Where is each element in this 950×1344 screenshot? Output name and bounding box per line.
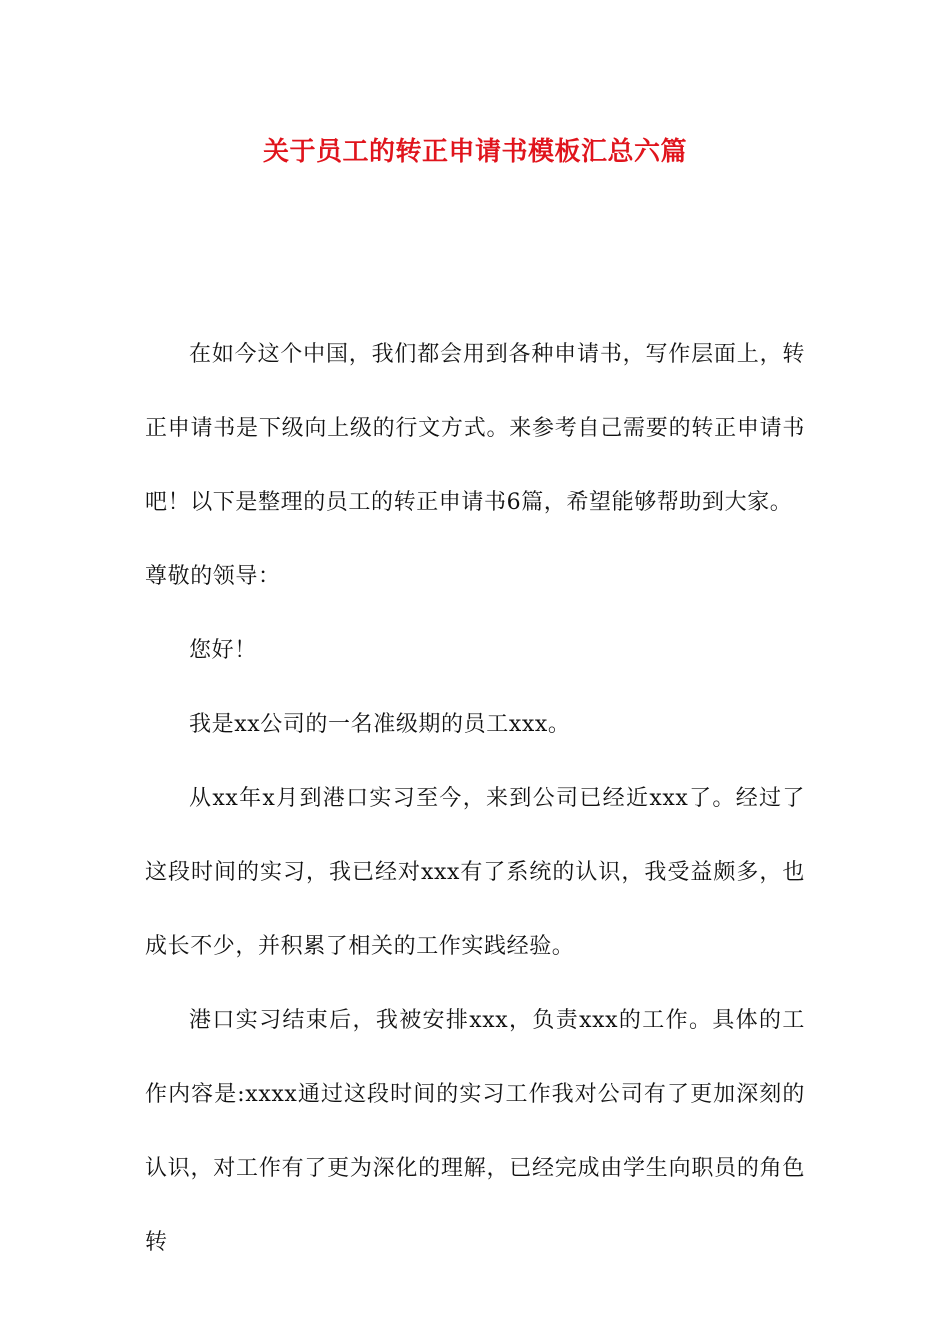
work-content-paragraph: 港口实习结束后，我被安排xxx，负责xxx的工作。具体的工作内容是:xxxx通过这段时间的实习工作我对公司有了更加深刻的认识，对工作有了更为深化的理解，已经完成由学生向职员的角色转	[145, 1008, 805, 1255]
internship-paragraph: 从xx年x月到港口实习至今，来到公司已经近xxx了。经过了这段时间的实习，我已经对xxx有了系统的认识，我受益颇多，也成长不少，并积累了相关的工作实践经验。	[145, 786, 805, 959]
salutation: 尊敬的领导：	[145, 564, 281, 589]
document-title: 关于员工的转正申请书模板汇总六篇	[262, 137, 687, 167]
greeting: 您好！	[189, 638, 257, 663]
intro-paragraph: 在如今这个中国，我们都会用到各种申请书，写作层面上，转正申请书是下级向上级的行文方式。来参考自己需要的转正申请书吧！以下是整理的员工的转正申请书6篇，希望能够帮助到大家。	[145, 342, 805, 515]
self-introduction-paragraph: 我是xx公司的一名准级期的员工xxx。	[189, 712, 571, 737]
document-body	[145, 318, 805, 1280]
